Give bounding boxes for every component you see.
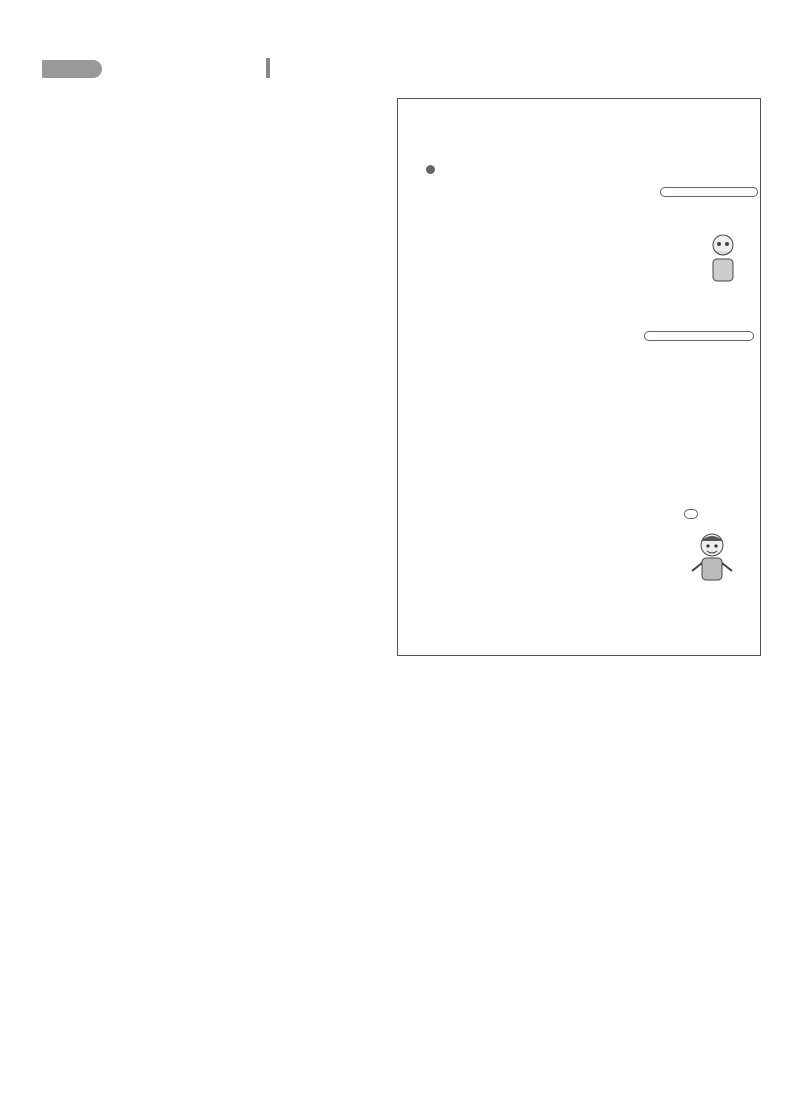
elder-character-icon [703, 231, 743, 283]
title-bullet-icon [426, 165, 435, 174]
speech-bubble-question [644, 331, 754, 341]
boy-character-icon [690, 531, 734, 587]
header-divider [266, 58, 270, 78]
textbook-figure [397, 98, 761, 656]
header-tab-decoration [42, 60, 102, 78]
speech-bubble-elder [660, 187, 758, 197]
speech-bubble-amazing [684, 509, 698, 519]
